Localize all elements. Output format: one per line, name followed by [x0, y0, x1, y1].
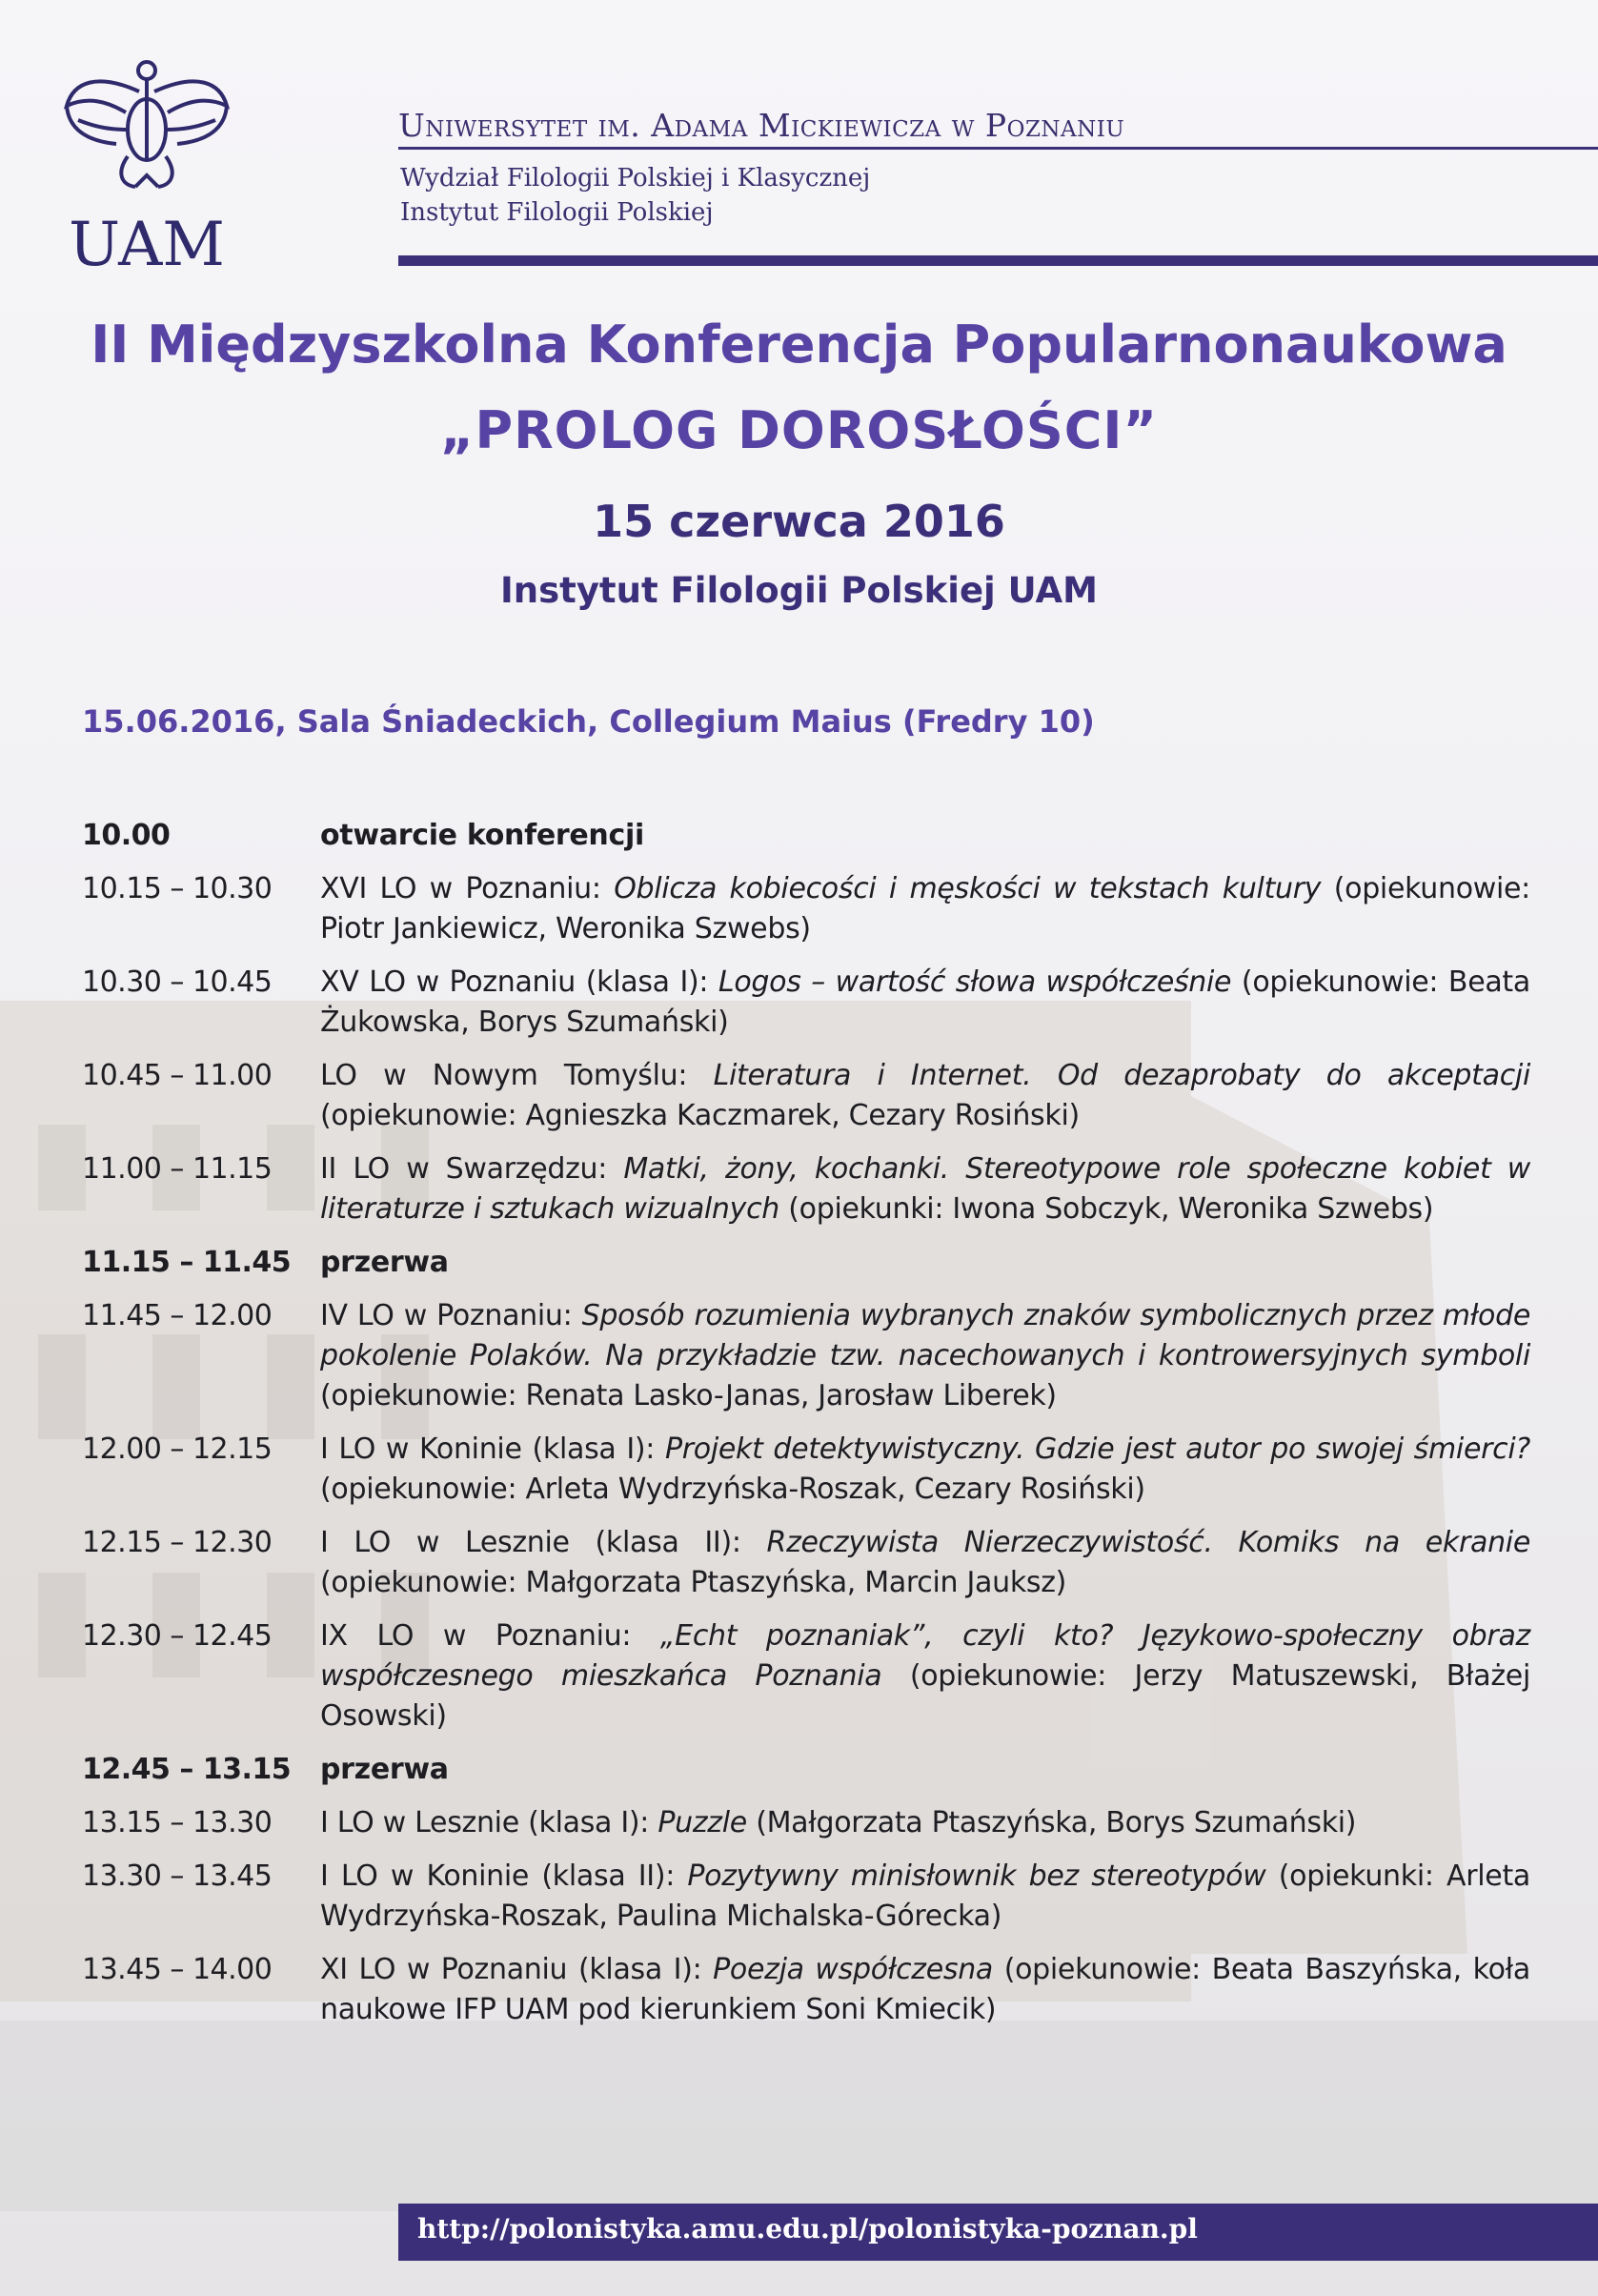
schedule-time: 13.45 – 14.00 [82, 1953, 273, 1986]
conference-name: „PROLOG DOROSŁOŚCI” [440, 400, 1158, 460]
header-bar [398, 255, 1598, 266]
schedule-row [82, 1857, 1530, 1937]
school-name: IX LO w Poznaniu: [320, 1619, 660, 1653]
schedule-row [82, 869, 1530, 949]
school-name: I LO w Koninie (klasa I): [320, 1432, 665, 1466]
supervisors: (opiekunowie: Arleta Wydrzyńska-Roszak, Cezary Rosiński) [320, 1473, 1145, 1506]
school-name: otwarcie konferencji [320, 819, 644, 852]
talk-title: Sposób rozumienia wybranych znaków symbolicznych przez młode pokolenie Polaków. Na przykładzie tzw. nacechowanych i kontrowersyjnych symboli [320, 1299, 1530, 1372]
supervisors: (opiekunowie: Renata Lasko-Janas, Jarosław Liberek) [320, 1379, 1057, 1412]
conference-place: Instytut Filologii Polskiej UAM [500, 570, 1098, 611]
schedule-description [320, 869, 1530, 949]
schedule-description [320, 1296, 1530, 1416]
supervisors: (opiekunowie: Piotr Jankiewicz, Weronika Szwebs) [320, 872, 1530, 945]
schedule-row [82, 1149, 1530, 1229]
supervisors: (opiekunowie: Jerzy Matuszewski, Błażej Osowski) [320, 1659, 1530, 1733]
schedule-description [320, 1616, 1530, 1737]
talk-title: Oblicza kobiecości i męskości w tekstach kultury [614, 872, 1322, 905]
supervisors: (opiekunki: Iwona Sobczyk, Weronika Szwebs) [779, 1192, 1434, 1226]
schedule-time: 12.45 – 13.15 [82, 1753, 292, 1786]
institute-name: Instytut Filologii Polskiej [400, 198, 714, 227]
supervisors: (opiekunki: Arleta Wydrzyńska-Roszak, Paulina Michalska-Górecka) [320, 1859, 1530, 1933]
talk-title: Rzeczywista Nierzeczywistość. Komiks na ekranie [766, 1526, 1530, 1559]
schedule-description [320, 1149, 1530, 1229]
schedule-description [320, 1803, 1530, 1843]
school-name: LO w Nowym Tomyślu: [320, 1059, 714, 1092]
faculty-name: Wydział Filologii Polskiej i Klasycznej [400, 164, 871, 193]
school-name: I LO w Koninie (klasa II): [320, 1859, 688, 1893]
schedule-time: 10.45 – 11.00 [82, 1059, 273, 1092]
talk-title: Projekt detektywistyczny. Gdzie jest autor po swojej śmierci? [664, 1432, 1530, 1466]
schedule-description [320, 816, 1530, 856]
school-name: przerwa [320, 1246, 449, 1279]
schedule-time: 13.30 – 13.45 [82, 1859, 273, 1893]
schedule-description [320, 1243, 1530, 1283]
supervisors: (opiekunowie: Beata Baszyńska, koła naukowe IFP UAM pod kierunkiem Soni Kmiecik) [320, 1953, 1530, 2026]
schedule-time: 12.00 – 12.15 [82, 1432, 273, 1466]
schedule-row [82, 1056, 1530, 1136]
schedule-description [320, 963, 1530, 1043]
schedule-row [82, 1750, 1530, 1790]
schedule-list [82, 816, 1530, 2043]
schedule-time: 11.15 – 11.45 [82, 1246, 292, 1279]
supervisors: (opiekunowie: Agnieszka Kaczmarek, Cezary Rosiński) [320, 1099, 1080, 1132]
logo-letters: UAM [69, 210, 225, 273]
schedule-time: 12.15 – 12.30 [82, 1526, 273, 1559]
schedule-time: 10.00 [82, 819, 171, 852]
school-name: IV LO w Poznaniu: [320, 1299, 582, 1332]
talk-title: Puzzle [657, 1806, 747, 1839]
talk-title: „Echt poznaniak”, czyli kto? Językowo-społeczny obraz współczesnego mieszkańca Poznania [320, 1619, 1530, 1693]
schedule-description [320, 1056, 1530, 1136]
school-name: XI LO w Poznaniu (klasa I): [320, 1953, 714, 1986]
talk-title: Poezja współczesna [713, 1953, 993, 1986]
university-name: Uniwersytet im. Adama Mickiewicza w Poznaniu [398, 107, 1125, 144]
talk-title: Literatura i Internet. Od dezaprobaty do akceptacji [713, 1059, 1530, 1092]
supervisors: (opiekunowie: Małgorzata Ptaszyńska, Marcin Jauksz) [320, 1566, 1067, 1599]
schedule-row [82, 1243, 1530, 1283]
footer-url-link[interactable]: http://polonistyka.amu.edu.pl/polonistyka-poznan.pl [417, 2213, 1198, 2245]
schedule-description [320, 1857, 1530, 1937]
talk-title: Pozytywny minisłownik bez stereotypów [687, 1859, 1266, 1893]
uam-eagle-logo [59, 53, 235, 273]
schedule-row [82, 963, 1530, 1043]
schedule-row [82, 1296, 1530, 1416]
schedule-time: 12.30 – 12.45 [82, 1619, 273, 1653]
schedule-row [82, 1803, 1530, 1843]
schedule-row [82, 1950, 1530, 2030]
schedule-row [82, 1430, 1530, 1510]
schedule-description [320, 1430, 1530, 1510]
supervisors: (Małgorzata Ptaszyńska, Borys Szumański) [746, 1806, 1357, 1839]
session-location: 15.06.2016, Sala Śniadeckich, Collegium Maius (Fredry 10) [82, 703, 1095, 740]
schedule-row [82, 1616, 1530, 1737]
supervisors: (opiekunowie: Beata Żukowska, Borys Szumański) [320, 965, 1530, 1039]
school-name: XVI LO w Poznaniu: [320, 872, 615, 905]
schedule-description [320, 1950, 1530, 2030]
school-name: II LO w Swarzędzu: [320, 1152, 624, 1186]
schedule-time: 10.15 – 10.30 [82, 872, 273, 905]
schedule-time: 11.45 – 12.00 [82, 1299, 273, 1332]
school-name: I LO w Lesznie (klasa II): [320, 1526, 767, 1559]
school-name: I LO w Lesznie (klasa I): [320, 1806, 658, 1839]
schedule-description [320, 1523, 1530, 1603]
conference-title: II Międzyszkolna Konferencja Popularnonaukowa [91, 315, 1507, 375]
schedule-row [82, 1523, 1530, 1603]
school-name: XV LO w Poznaniu (klasa I): [320, 965, 718, 999]
schedule-description [320, 1750, 1530, 1790]
talk-title: Logos – wartość słowa współcześnie [718, 965, 1232, 999]
conference-date: 15 czerwca 2016 [593, 496, 1005, 547]
schedule-row [82, 816, 1530, 856]
talk-title: Matki, żony, kochanki. Stereotypowe role społeczne kobiet w literaturze i sztukach wizualnych [320, 1152, 1530, 1226]
schedule-time: 11.00 – 11.15 [82, 1152, 273, 1186]
schedule-time: 10.30 – 10.45 [82, 965, 273, 999]
header-divider [398, 147, 1598, 150]
school-name: przerwa [320, 1753, 449, 1786]
schedule-time: 13.15 – 13.30 [82, 1806, 273, 1839]
